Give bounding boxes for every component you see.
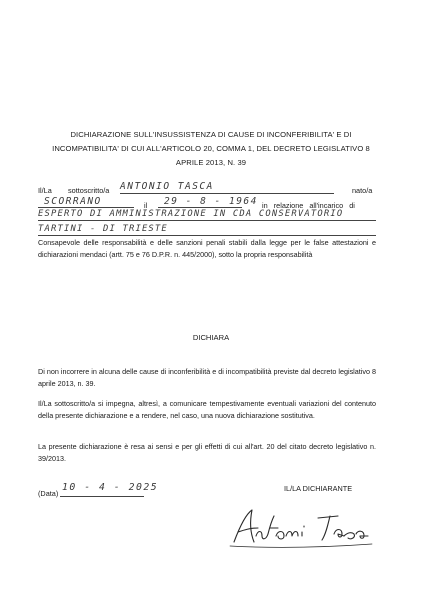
role-handwritten-line-2: TARTINI - DI TRIESTE (38, 224, 168, 234)
date-underline (60, 496, 144, 497)
name-handwritten: ANTONIO TASCA (120, 181, 214, 192)
title-line-2: INCOMPATIBILITA' DI CUI ALL'ARTICOLO 20, COMMA 1, DEL DECRETO LEGISLATIVO 8 (52, 144, 370, 153)
role-underline-2 (38, 235, 376, 236)
paragraph-no-causes: Di non incorrere in alcuna delle cause di inconferibilità e di incompatibilità previste dal decreto legislativo 8 aprile 2013, n. 39. (38, 367, 376, 389)
paragraph-commitment: Il/La sottoscritto/a si impegna, altresì, a comunicare tempestivamente eventuali variazioni del contenuto della presente dichiarazione e a rendere, nel caso, una nuova dichiarazione sostitutiva. (38, 399, 376, 421)
role-label: in relazione all'incarico di (262, 201, 355, 210)
role-underline-1 (38, 220, 376, 221)
born-label: nato/a (352, 186, 373, 195)
role-handwritten-line-1: ESPERTO DI AMMINISTRAZIONE IN CDA CONSERVATORIO (38, 209, 344, 219)
title-line-3: APRILE 2013, N. 39 (175, 158, 247, 167)
undersigned-label-2: sottoscritto/a (68, 186, 110, 195)
declares-heading: DICHIARA (192, 333, 230, 342)
date-handwritten: 10 - 4 - 2025 (62, 482, 159, 493)
title-line-1: DICHIARAZIONE SULL'INSUSSISTENZA DI CAUSE DI INCONFERIBILITA' E DI (70, 130, 352, 139)
birthdate-underline (158, 207, 242, 208)
document-title (40, 128, 382, 170)
signature-image (226, 506, 376, 550)
undersigned-label: Il/La (38, 186, 52, 195)
birthdate-handwritten: 29 - 8 - 1964 (164, 196, 258, 207)
declarant-label: IL/LA DICHIARANTE (284, 484, 353, 493)
name-underline (120, 193, 334, 194)
birthplace-handwritten: SCORRANO (44, 196, 102, 207)
il-label: il (144, 201, 148, 210)
birthplace-underline (38, 207, 134, 208)
paragraph-legal-basis: La presente dichiarazione è resa ai sensi e per gli effetti di cui all'art. 20 del citato decreto legislativo n. 39/2013. (38, 442, 376, 464)
awareness-paragraph: Consapevole delle responsabilità e delle sanzioni penali stabili dalla legge per le false attestazioni e dichiarazioni mendaci (artt. 75 e 76 D.P.R. n. 445/2000), sotto la propria responsabilità (38, 238, 376, 260)
date-label: (Data) (38, 489, 59, 498)
